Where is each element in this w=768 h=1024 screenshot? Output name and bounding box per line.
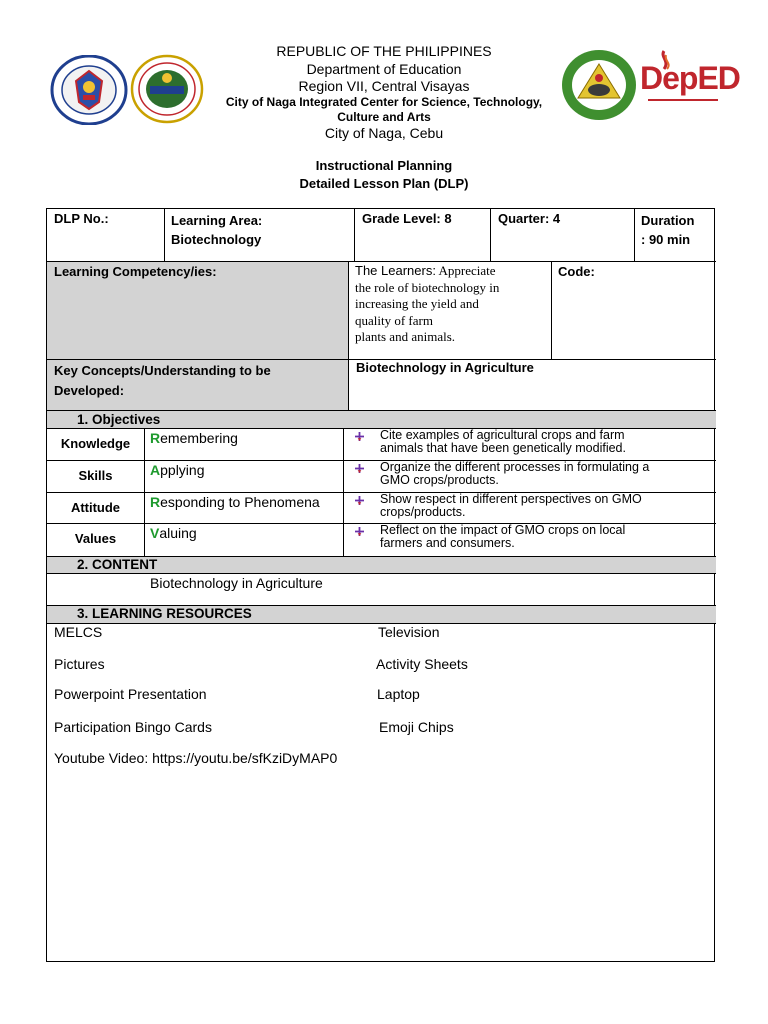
resources-heading-cell bbox=[47, 606, 716, 623]
objective-level-rest: emembering bbox=[160, 430, 238, 446]
deped-wordmark-text: DepED bbox=[640, 60, 740, 96]
key-concepts-label-1: Key Concepts/Understanding to be bbox=[54, 363, 271, 378]
learners-text-5: plants and animals. bbox=[355, 329, 456, 344]
objective-statement-line-1: Cite examples of agricultural crops and farm bbox=[380, 428, 625, 442]
resource-youtube: Youtube Video: https://youtu.be/sfKziDyMAP0 bbox=[54, 750, 338, 766]
key-concepts-label-2: Developed: bbox=[54, 383, 125, 398]
objectives-heading-cell bbox=[47, 411, 716, 428]
objective-statement-line-2: GMO crops/products. bbox=[380, 473, 499, 487]
learners-text-1: Appreciate bbox=[438, 263, 496, 278]
bullet-arrow-icon bbox=[355, 432, 364, 441]
doc-title-planning: Instructional Planning bbox=[315, 158, 453, 173]
header-department: Department of Education bbox=[306, 61, 462, 77]
resource-bingo-cards: Participation Bingo Cards bbox=[54, 719, 212, 735]
objective-statement-line-2: crops/products. bbox=[380, 505, 466, 519]
code-label: Code: bbox=[558, 264, 595, 279]
resources-heading: 3. LEARNING RESOURCES bbox=[77, 606, 252, 621]
objective-statement-line-2: farmers and consumers. bbox=[380, 536, 515, 550]
objective-domain: Skills bbox=[78, 468, 113, 483]
grade-level: Grade Level: 8 bbox=[362, 211, 452, 226]
learning-area-label: Learning Area: bbox=[171, 213, 263, 228]
deped-seal-logo bbox=[50, 55, 128, 125]
learning-area-value: Biotechnology bbox=[171, 232, 262, 247]
resource-television: Television bbox=[378, 624, 440, 640]
learners-prefix: The Learners: bbox=[355, 263, 436, 278]
bullet-arrow-icon bbox=[355, 527, 364, 536]
objective-level-initial: V bbox=[150, 525, 160, 541]
objective-statement-line-1: Organize the different processes in formulating a bbox=[380, 460, 650, 474]
learners-text-4: quality of farm bbox=[355, 312, 433, 328]
objective-level-initial: R bbox=[150, 494, 161, 510]
objective-level-initial: A bbox=[150, 462, 161, 478]
learners-text-3: increasing the yield and bbox=[355, 296, 479, 311]
content-heading-text: 2. CONTENT bbox=[77, 557, 158, 572]
objective-level-rest: pplying bbox=[160, 462, 205, 478]
learners-competency bbox=[355, 263, 545, 346]
header-school-name: City of Naga Integrated Center for Science, Technology, bbox=[225, 95, 543, 109]
bullet-arrow-icon bbox=[355, 496, 364, 505]
objective-level-initial: R bbox=[150, 430, 161, 446]
doc-title-dlp: Detailed Lesson Plan (DLP) bbox=[299, 176, 469, 191]
objective-level bbox=[150, 494, 320, 510]
learners-text-2: the role of biotechnology in bbox=[355, 279, 500, 295]
objective-level-rest: esponding to Phenomena bbox=[160, 494, 320, 510]
competency-label-cell bbox=[47, 262, 348, 359]
header-region: Region VII, Central Visayas bbox=[298, 78, 470, 94]
resource-pictures: Pictures bbox=[54, 656, 105, 672]
objective-domain: Attitude bbox=[70, 500, 121, 515]
bullet-arrow-icon bbox=[355, 464, 364, 473]
resource-powerpoint: Powerpoint Presentation bbox=[54, 686, 207, 702]
objective-statement bbox=[380, 461, 710, 487]
objectives-heading: 1. Objectives bbox=[77, 412, 161, 427]
objective-domain: Knowledge bbox=[60, 436, 131, 451]
header-school-name-2: Culture and Arts bbox=[337, 110, 431, 124]
objective-statement bbox=[380, 524, 710, 550]
competency-label: Learning Competency/ies: bbox=[54, 264, 217, 279]
content-value: Biotechnology in Agriculture bbox=[150, 575, 323, 591]
objective-statement-line-2: animals that have been genetically modified. bbox=[380, 441, 626, 455]
lesson-plan-table bbox=[46, 208, 715, 962]
resource-emoji-chips: Emoji Chips bbox=[379, 719, 454, 735]
header-republic: REPUBLIC OF THE PHILIPPINES bbox=[276, 43, 492, 59]
dlp-no-label: DLP No.: bbox=[54, 211, 109, 226]
duration-value: : 90 min bbox=[641, 232, 691, 247]
learning-area bbox=[171, 211, 262, 249]
content-heading-cell bbox=[47, 557, 716, 573]
objective-level-rest: aluing bbox=[159, 525, 197, 541]
objective-level bbox=[150, 462, 205, 478]
duration-label: Duration bbox=[641, 213, 695, 228]
content-heading bbox=[77, 557, 157, 572]
key-concepts-label-cell bbox=[47, 360, 348, 410]
objective-statement-line-1: Show respect in different perspectives on GMO bbox=[380, 492, 642, 506]
header-city: City of Naga, Cebu bbox=[324, 125, 444, 141]
quarter: Quarter: 4 bbox=[498, 211, 561, 226]
objective-statement bbox=[380, 493, 710, 519]
division-city-schools-logo bbox=[560, 48, 638, 123]
objective-statement-line-1: Reflect on the impact of GMO crops on local bbox=[380, 523, 626, 537]
resource-activity-sheets: Activity Sheets bbox=[376, 656, 468, 672]
objective-level bbox=[150, 525, 197, 541]
region-vii-logo bbox=[130, 54, 204, 124]
key-concepts-value: Biotechnology in Agriculture bbox=[356, 360, 534, 375]
objective-domain: Values bbox=[74, 531, 117, 546]
resource-laptop: Laptop bbox=[377, 686, 420, 702]
duration bbox=[641, 211, 694, 249]
objective-statement bbox=[380, 429, 710, 455]
resource-melcs: MELCS bbox=[54, 624, 103, 640]
objective-level bbox=[150, 430, 238, 446]
deped-wordmark-logo bbox=[640, 47, 740, 109]
